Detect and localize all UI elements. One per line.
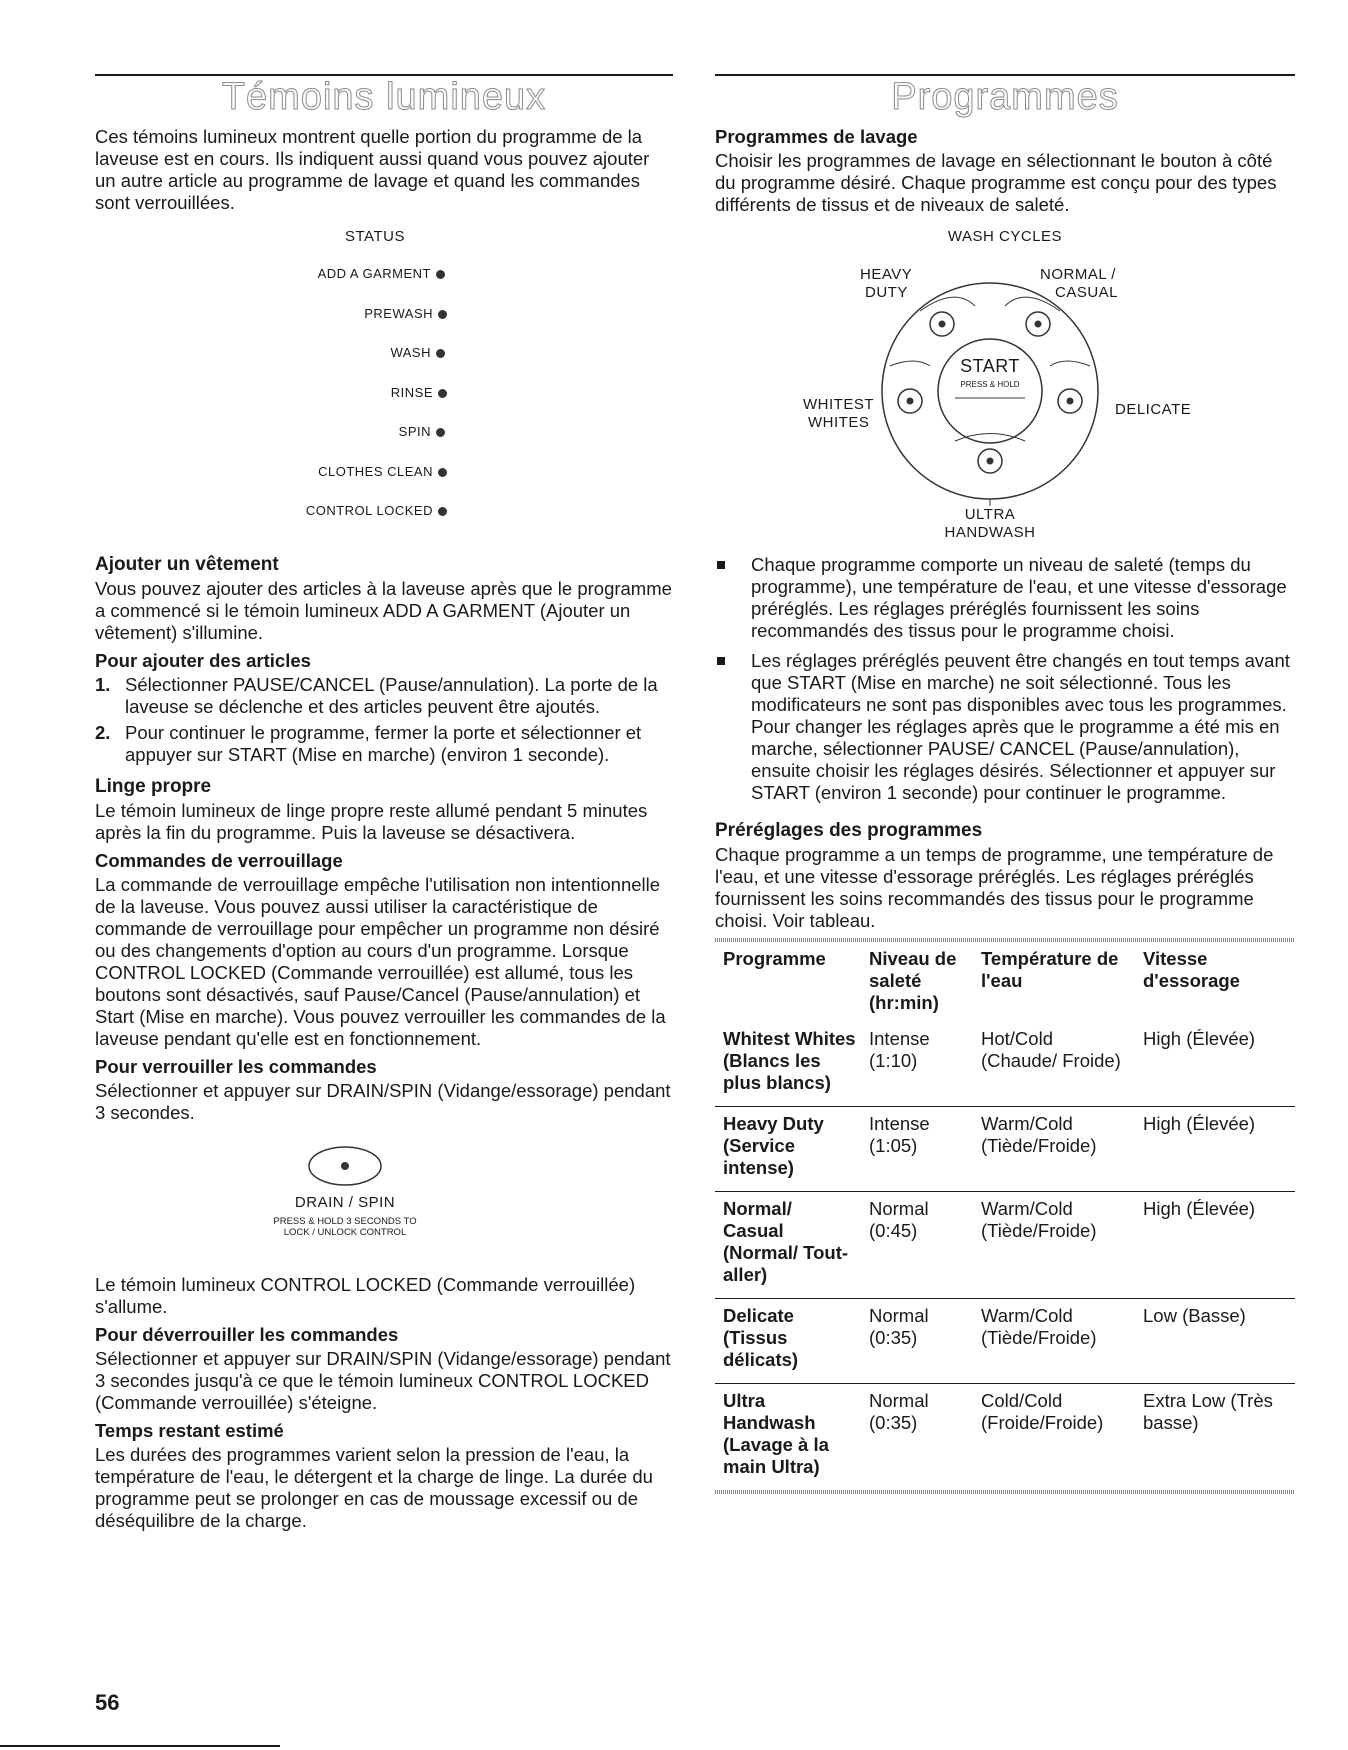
status-heading: STATUS: [345, 228, 405, 245]
status-light-label: RINSE: [390, 384, 433, 400]
lock-text: La commande de verrouillage empêche l'utilisation non intentionnelle de la laveuse. Vous pouvez aussi utiliser la caractéristique de commande de verrouillage pour empêcher un programme non désiré ou des changements d'option au cours d'un programme. Lorsque CONTROL LOCKED (Commande verrouillée) est allumé, tous les boutons sont désactivés, sauf Pause/Cancel (Pause/annulation) et Start (Mise en marche). Vous pouvez verrouiller les commandes de la laveuse pendant qu'elle est en fonctionnement.: [95, 874, 666, 1049]
bullet-square-icon: [717, 657, 725, 665]
table-row: [715, 1299, 1295, 1384]
status-light-item: [390, 345, 445, 360]
casual-label: CASUAL: [1055, 284, 1119, 301]
column-header: Niveau de saleté (hr:min): [869, 948, 957, 1013]
table-cell-spin: Low (Basse): [1135, 1299, 1295, 1384]
indicators-intro: Ces témoins lumineux montrent quelle portion du programme de la laveuse est en cours. Ils indiquent aussi quand vous pouvez ajouter un autre article au programme de lavage et quand les commandes sont verrouillées.: [95, 126, 650, 213]
table-row: [715, 1384, 1295, 1491]
add-garment-heading: Ajouter un vêtement: [95, 554, 279, 575]
list-item: [715, 650, 1295, 804]
table-cell-spin: High (Élevée): [1135, 1107, 1295, 1192]
clean-heading: Linge propre: [95, 776, 212, 797]
lock-sub-text: Sélectionner et appuyer sur DRAIN/SPIN (Vidange/essorage) pendant 3 secondes.: [95, 1080, 671, 1123]
step-number: 2.: [95, 722, 111, 743]
presets-text: Chaque programme a un temps de programme, une température de l'eau, et une vitesse d'essorage préréglés. Les réglages préréglés fournissent les soins recommandés des tissus pour le programme choisi. Voir tableau.: [715, 844, 1274, 931]
unlock-text: Sélectionner et appuyer sur DRAIN/SPIN (Vidange/essorage) pendant 3 secondes jusqu'à ce que le témoin lumineux CONTROL LOCKED (Commande verrouillée) s'éteigne.: [95, 1348, 671, 1413]
step-item: [95, 722, 673, 766]
status-lights-diagram: [95, 214, 673, 544]
indicator-light-icon: [438, 310, 447, 319]
step-number: 1.: [95, 674, 111, 695]
step-text: Pour continuer le programme, fermer la porte et sélectionner et appuyer sur START (Mise en marche) (environ 1 seconde).: [125, 722, 642, 765]
indicator-light-icon: [438, 507, 447, 516]
cycle-presets-table: [715, 942, 1295, 1490]
bottom-rule: [0, 1745, 280, 1747]
bullet-text: Les réglages préréglés peuvent être changés en tout temps avant que START (Mise en marche) ne soit sélectionné. Tous les modificateurs ne sont pas disponibles avec tous les programmes. Pour changer les réglages après que le programme a été mis en marche, sélectionner PAUSE/ CANCEL (Pause/annulation), ensuite choisir les réglages désirés. Sélectionner et appuyer sur START (environ 1 seconde) pour continuer le programme.: [751, 650, 1290, 803]
time-text: Les durées des programmes varient selon la pression de l'eau, la température de l'eau, le détergent et la charge de linge. La durée du programme peut se prolonger en cas de moussage excessif ou de déséquilibre de la charge.: [95, 1444, 653, 1531]
wash-cycles-dial-diagram: [715, 216, 1295, 546]
start-label: START: [960, 356, 1020, 376]
time-heading: Temps restant estimé: [95, 1420, 284, 1441]
duty-label: DUTY: [865, 284, 908, 301]
status-light-item: [318, 464, 447, 479]
status-light-label: CONTROL LOCKED: [305, 503, 433, 518]
cycles-text: Choisir les programmes de lavage en sélectionnant le bouton à côté du programme désiré. Chaque programme est conçu pour des types différents de tissus et de niveaux de saleté.: [715, 150, 1277, 215]
drain-spin-note: PRESS & HOLD 3 SECONDS TO LOCK / UNLOCK CONTROL: [273, 1216, 417, 1238]
status-light-item: [391, 385, 447, 400]
drain-spin-label: DRAIN / SPIN: [294, 1194, 396, 1211]
lock-subheading: Pour verrouiller les commandes: [95, 1056, 377, 1077]
unlock-heading: Pour déverrouiller les commandes: [95, 1324, 399, 1345]
left-column: [95, 62, 673, 1532]
lock-after-text: Le témoin lumineux CONTROL LOCKED (Commande verrouillée) s'allume.: [95, 1274, 636, 1317]
table-cell-spin: High (Élevée): [1135, 1192, 1295, 1299]
column-header: Vitesse d'essorage: [1143, 948, 1240, 991]
heavy-label: HEAVY: [860, 266, 913, 283]
drain-spin-button-icon: [305, 1144, 385, 1188]
add-items-subheading: Pour ajouter des articles: [95, 650, 311, 671]
presets-heading: Préréglages des programmes: [715, 820, 983, 841]
table-cell-temp: Cold/Cold (Froide/Froide): [973, 1384, 1135, 1491]
clean-text: Le témoin lumineux de linge propre reste allumé pendant 5 minutes après la fin du programme. Puis la laveuse se désactivera.: [95, 800, 648, 843]
handwash-label: HANDWASH: [944, 524, 1036, 541]
table-header-row: [715, 942, 1295, 1022]
table-cell-temp: Warm/Cold (Tiède/Froide): [973, 1192, 1135, 1299]
table-cell-soil: Normal (0:35): [861, 1299, 973, 1384]
indicator-light-icon: [436, 270, 445, 279]
status-light-item: [318, 266, 445, 281]
status-light-item: [399, 424, 445, 439]
indicator-light-icon: [436, 349, 445, 358]
whites-label: WHITES: [808, 414, 870, 431]
delicate-label: DELICATE: [1115, 401, 1192, 418]
indicator-light-icon: [438, 389, 447, 398]
indicator-light-icon: [436, 428, 445, 437]
table-cell-prog: Normal/ Casual (Normal/ Tout-aller): [715, 1192, 861, 1299]
bullet-text: Chaque programme comporte un niveau de saleté (temps du programme), une température de l'eau, et une vitesse d'essorage préréglés. Les réglages préréglés fournissent les soins recommandés des tissus pour le programme choisi.: [751, 554, 1287, 641]
step-item: [95, 674, 673, 718]
cycles-bullet-list: [715, 554, 1295, 804]
table-row: [715, 1022, 1295, 1107]
wash-cycles-heading: WASH CYCLES: [947, 228, 1063, 245]
table-cell-soil: Normal (0:45): [861, 1192, 973, 1299]
table-cell-prog: Ultra Handwash (Lavage à la main Ultra): [715, 1384, 861, 1491]
table-cell-spin: High (Élevée): [1143, 1028, 1256, 1049]
table-row: [715, 1192, 1295, 1299]
column-header: Programme: [723, 948, 826, 969]
status-light-label: PREWASH: [364, 305, 433, 321]
table-cell-spin: Extra Low (Très basse): [1135, 1384, 1295, 1491]
bullet-square-icon: [717, 561, 725, 569]
status-light-item: [364, 306, 447, 321]
normal-label: NORMAL /: [1040, 266, 1116, 283]
table-bottom-rule: [715, 1490, 1295, 1494]
status-light-label: WASH: [390, 345, 431, 360]
indicator-light-icon: [438, 468, 447, 477]
table-cell-temp: Hot/Cold (Chaude/ Froide): [981, 1028, 1121, 1071]
right-column: [715, 62, 1295, 1494]
table-row: [715, 1107, 1295, 1192]
status-light-label: ADD A GARMENT: [317, 266, 431, 281]
ultra-label: ULTRA: [964, 506, 1016, 523]
list-item: [715, 554, 1295, 642]
status-light-label: CLOTHES CLEAN: [318, 463, 433, 479]
status-light-item: [306, 503, 447, 518]
cycles-heading: Programmes de lavage: [715, 126, 918, 147]
status-light-label: SPIN: [398, 424, 431, 439]
table-cell-soil: Intense (1:10): [869, 1028, 930, 1071]
table-cell-soil: Normal (0:35): [861, 1384, 973, 1491]
table-cell-prog: Heavy Duty (Service intense): [715, 1107, 861, 1192]
add-items-steps: [95, 674, 673, 766]
table-cell-temp: Warm/Cold (Tiède/Froide): [973, 1299, 1135, 1384]
column-header: Température de l'eau: [981, 948, 1119, 991]
add-garment-text: Vous pouvez ajouter des articles à la laveuse après que le programme a commencé si le témoin lumineux ADD A GARMENT (Ajouter un vêtement) s'illumine.: [95, 578, 672, 643]
table-cell-prog: Whitest Whites (Blancs les plus blancs): [723, 1028, 856, 1093]
section-title-programmes: Programmes: [891, 76, 1119, 118]
table-cell-temp: Warm/Cold (Tiède/Froide): [973, 1107, 1135, 1192]
press-hold-label: PRESS & HOLD: [960, 380, 1020, 389]
table-cell-soil: Intense (1:05): [861, 1107, 973, 1192]
step-text: Sélectionner PAUSE/CANCEL (Pause/annulation). La porte de la laveuse se déclenche et des articles peuvent être ajoutés.: [125, 674, 658, 717]
drain-spin-button-illustration: [95, 1144, 673, 1274]
whitest-label: WHITEST: [803, 396, 874, 413]
table-cell-prog: Delicate (Tissus délicats): [715, 1299, 861, 1384]
section-title-indicators: Témoins lumineux: [221, 76, 547, 118]
lock-heading: Commandes de verrouillage: [95, 850, 343, 871]
page-number: 56: [95, 1690, 120, 1715]
